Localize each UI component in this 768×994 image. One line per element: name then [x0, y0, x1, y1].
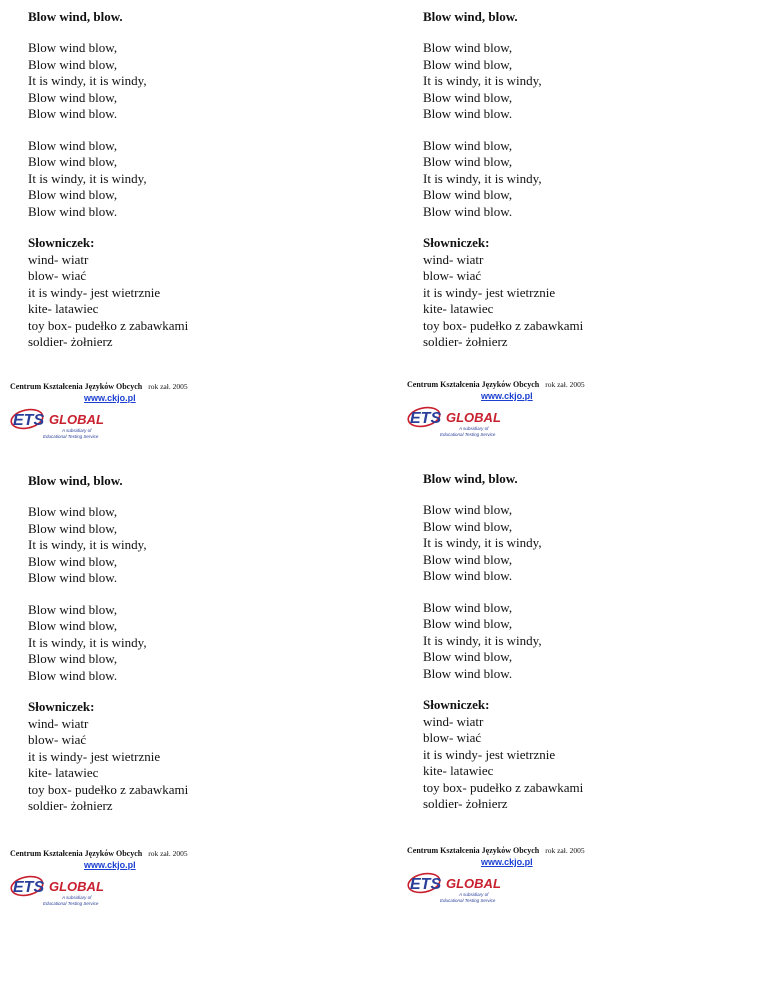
- vocabulary-list: [28, 235, 368, 351]
- vocabulary-entry: wind- wiatr: [28, 715, 89, 731]
- logo-name: GLOBAL: [446, 876, 501, 891]
- lyric-line: Blow wind blow,: [423, 518, 513, 534]
- logo-mark: ETS: [410, 410, 442, 427]
- lyric-line: Blow wind blow,: [28, 56, 118, 72]
- vocabulary-entry: soldier- żołnierz: [28, 334, 113, 349]
- logo-mark: ETS: [13, 879, 45, 896]
- stanza-1: [28, 504, 368, 587]
- vocabulary-entry: kite- latawiec: [28, 301, 99, 316]
- school-footer: [407, 846, 767, 904]
- logo-subtitle-1: A subsidiary of: [459, 426, 489, 431]
- school-name-line: [10, 849, 370, 858]
- vocabulary-entry: soldier- żołnierz: [423, 796, 508, 811]
- logo-name: GLOBAL: [446, 410, 501, 425]
- lyric-line: Blow wind blow,: [423, 187, 513, 202]
- lyric-line: It is windy, it is windy,: [423, 170, 542, 186]
- lyric-line: It is windy, it is windy,: [423, 535, 542, 550]
- ets-global-logo-icon: [407, 870, 519, 904]
- lyric-line: It is windy, it is windy,: [28, 73, 147, 88]
- lyric-line: Blow wind blow.: [28, 106, 118, 121]
- lyrics-card-2: [407, 9, 763, 437]
- lyric-line: Blow wind blow,: [423, 616, 513, 631]
- vocabulary-entries: [423, 714, 763, 813]
- stanza-1: [28, 40, 368, 123]
- logo-subtitle-1: A subsidiary of: [62, 895, 92, 900]
- logo-subtitle-1: A subsidiary of: [62, 428, 92, 433]
- vocabulary-heading: Słowniczek:: [28, 699, 95, 714]
- logo-mark: ETS: [410, 876, 442, 893]
- vocabulary-list: [423, 697, 763, 813]
- vocabulary-entry: blow- wiać: [423, 268, 482, 283]
- vocabulary-entry: it is windy- jest wietrznie: [28, 284, 161, 300]
- lyric-line: Blow wind blow,: [423, 56, 513, 72]
- lyric-line: Blow wind blow.: [423, 106, 513, 121]
- logo-mark: ETS: [13, 412, 45, 429]
- lyric-line: Blow wind blow,: [28, 651, 118, 666]
- ets-global-logo-icon: [407, 404, 519, 438]
- lyrics-card-4: [407, 471, 763, 903]
- school-footer: [407, 380, 767, 438]
- lyric-line: It is windy, it is windy,: [423, 73, 542, 88]
- lyric-line: Blow wind blow,: [28, 520, 118, 536]
- lyric-line: Blow wind blow,: [423, 89, 513, 105]
- lyric-line: Blow wind blow,: [423, 40, 513, 55]
- school-footer: [10, 849, 370, 907]
- lyric-line: Blow wind blow,: [28, 137, 118, 153]
- vocabulary-entry: toy box- pudełko z zabawkami: [423, 317, 584, 333]
- lyrics-card-1: [10, 9, 368, 439]
- stanza-2: [423, 600, 763, 683]
- logo-subtitle-2: Educational Testing Service: [43, 901, 99, 906]
- founded-year: rok zał. 2005: [148, 849, 188, 858]
- lyric-line: Blow wind blow,: [423, 502, 513, 517]
- school-name: Centrum Kształcenia Językόw Obcych: [10, 849, 143, 858]
- lyric-line: Blow wind blow,: [28, 89, 118, 105]
- lyric-line: Blow wind blow.: [28, 203, 118, 219]
- logo-subtitle-2: Educational Testing Service: [440, 898, 496, 903]
- vocabulary-entry: it is windy- jest wietrznie: [423, 746, 556, 762]
- school-name-line: [10, 382, 370, 391]
- ets-global-logo-icon: [10, 873, 122, 907]
- lyric-line: Blow wind blow,: [28, 504, 118, 519]
- vocabulary-list: [423, 235, 763, 351]
- vocabulary-entry: blow- wiać: [423, 730, 482, 745]
- lyric-line: It is windy, it is windy,: [28, 537, 147, 552]
- lyric-line: It is windy, it is windy,: [423, 632, 542, 648]
- vocabulary-entry: wind- wiatr: [28, 251, 89, 267]
- stanza-1: [423, 40, 763, 123]
- logo-subtitle-2: Educational Testing Service: [43, 434, 99, 439]
- school-website-link[interactable]: www.ckjo.pl: [84, 860, 136, 870]
- stanza-1: [423, 502, 763, 585]
- lyric-line: Blow wind blow.: [423, 568, 513, 583]
- vocabulary-entries: [28, 716, 368, 815]
- vocabulary-entry: it is windy- jest wietrznie: [28, 748, 161, 764]
- school-name-line: [407, 846, 767, 855]
- stanza-2: [423, 138, 763, 221]
- lyric-line: Blow wind blow,: [28, 553, 118, 569]
- lyric-line: Blow wind blow,: [28, 618, 118, 633]
- vocabulary-entry: soldier- żołnierz: [423, 334, 508, 349]
- vocabulary-entry: blow- wiać: [28, 268, 87, 283]
- founded-year: rok zał. 2005: [545, 846, 585, 855]
- lyric-line: Blow wind blow,: [28, 601, 118, 617]
- vocabulary-entry: toy box- pudełko z zabawkami: [28, 781, 189, 797]
- school-website-link[interactable]: www.ckjo.pl: [481, 857, 533, 867]
- song-title: Blow wind, blow.: [28, 473, 123, 488]
- lyric-line: Blow wind blow.: [423, 665, 513, 681]
- logo-subtitle-1: A subsidiary of: [459, 892, 489, 897]
- lyric-line: It is windy, it is windy,: [28, 170, 147, 186]
- school-name-line: [407, 380, 767, 389]
- vocabulary-list: [28, 699, 368, 815]
- vocabulary-entries: [28, 252, 368, 351]
- song-title: Blow wind, blow.: [423, 471, 518, 486]
- stanza-2: [28, 602, 368, 685]
- vocabulary-entry: soldier- żołnierz: [28, 798, 113, 813]
- school-name: Centrum Kształcenia Językόw Obcych: [407, 380, 540, 389]
- song-title: Blow wind, blow.: [423, 9, 518, 24]
- lyric-line: Blow wind blow.: [28, 570, 118, 585]
- school-website-link[interactable]: www.ckjo.pl: [481, 391, 533, 401]
- school-website-link[interactable]: www.ckjo.pl: [84, 393, 136, 403]
- lyric-line: Blow wind blow,: [28, 154, 118, 169]
- vocabulary-heading: Słowniczek:: [28, 235, 95, 250]
- vocabulary-entry: wind- wiatr: [423, 251, 484, 267]
- vocabulary-entry: toy box- pudełko z zabawkami: [423, 779, 584, 795]
- vocabulary-entries: [423, 252, 763, 351]
- lyric-line: Blow wind blow,: [423, 649, 513, 664]
- lyric-line: Blow wind blow,: [423, 599, 513, 615]
- stanza-2: [28, 138, 368, 221]
- lyric-line: Blow wind blow,: [423, 137, 513, 153]
- vocabulary-entry: blow- wiać: [28, 732, 87, 747]
- lyric-line: Blow wind blow.: [28, 667, 118, 683]
- song-title: Blow wind, blow.: [28, 9, 123, 24]
- logo-name: GLOBAL: [49, 412, 104, 427]
- vocabulary-entry: kite- latawiec: [423, 763, 494, 778]
- vocabulary-heading: Słowniczek:: [423, 235, 490, 250]
- lyric-line: It is windy, it is windy,: [28, 634, 147, 650]
- founded-year: rok zał. 2005: [148, 382, 188, 391]
- lyric-line: Blow wind blow.: [423, 203, 513, 219]
- lyrics-card-3: [10, 473, 368, 906]
- vocabulary-entry: toy box- pudełko z zabawkami: [28, 317, 189, 333]
- school-name: Centrum Kształcenia Językόw Obcych: [407, 846, 540, 855]
- lyric-line: Blow wind blow,: [423, 551, 513, 567]
- lyric-line: Blow wind blow,: [28, 187, 118, 202]
- founded-year: rok zał. 2005: [545, 380, 585, 389]
- school-footer: [10, 382, 370, 440]
- vocabulary-entry: kite- latawiec: [28, 765, 99, 780]
- logo-name: GLOBAL: [49, 879, 104, 894]
- lyric-line: Blow wind blow,: [423, 154, 513, 169]
- lyric-line: Blow wind blow,: [28, 40, 118, 55]
- vocabulary-entry: kite- latawiec: [423, 301, 494, 316]
- vocabulary-entry: wind- wiatr: [423, 713, 484, 729]
- vocabulary-heading: Słowniczek:: [423, 697, 490, 712]
- logo-subtitle-2: Educational Testing Service: [440, 432, 496, 437]
- ets-global-logo-icon: [10, 406, 122, 440]
- vocabulary-entry: it is windy- jest wietrznie: [423, 284, 556, 300]
- school-name: Centrum Kształcenia Językόw Obcych: [10, 382, 143, 391]
